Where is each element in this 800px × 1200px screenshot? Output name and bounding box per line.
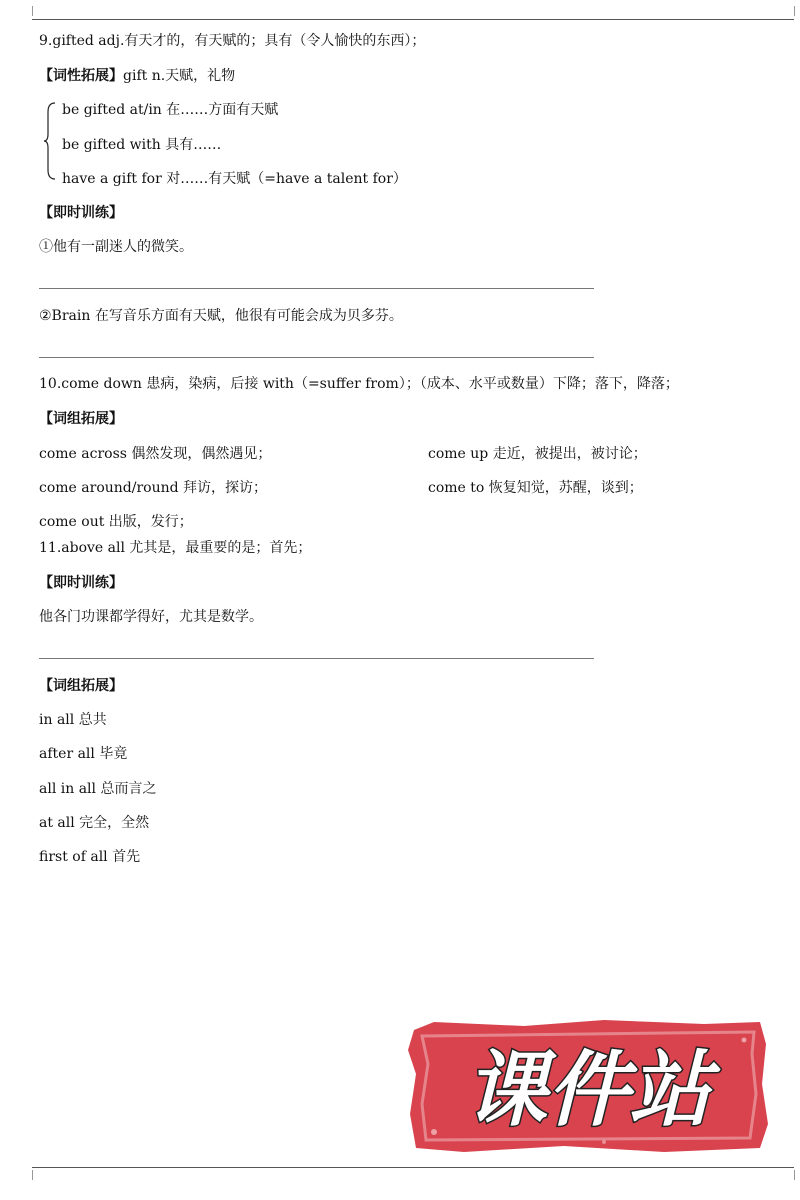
phrase-item: in all 总共 bbox=[39, 712, 107, 728]
phrase-item: come out 出版，发行； bbox=[39, 514, 193, 530]
pos-text: gift n.天赋，礼物 bbox=[123, 68, 236, 84]
page-top-rule bbox=[32, 19, 794, 20]
watermark-text: 课件站 bbox=[465, 1043, 711, 1138]
page-bottom-rule bbox=[32, 1167, 794, 1168]
phrase-item: be gifted at/in 在……方面有天赋 bbox=[62, 102, 279, 118]
entry11-headword: 11.above all 尤其是，最重要的是；首先； bbox=[39, 540, 312, 556]
pos-label: 【词性拓展】 bbox=[39, 68, 123, 84]
phrase-item: first of all 首先 bbox=[39, 849, 141, 865]
phrase-item: at all 完全，全然 bbox=[39, 815, 150, 831]
practice-label: 【即时训练】 bbox=[39, 205, 123, 221]
answer-line bbox=[39, 288, 594, 289]
answer-line bbox=[39, 658, 594, 659]
phrase-label: 【词组拓展】 bbox=[39, 678, 123, 694]
entry10-headword: 10.come down 患病，染病，后接 with（=suffer from）；（成本、水平或数量）下降；落下，降落； bbox=[39, 376, 679, 392]
practice-question: ①他有一副迷人的微笑。 bbox=[39, 239, 193, 255]
crop-mark bbox=[794, 6, 795, 16]
phrase-item: have a gift for 对……有天赋（=have a talent for） bbox=[62, 171, 407, 187]
crop-mark bbox=[794, 1170, 795, 1180]
brace-icon bbox=[43, 102, 57, 180]
answer-line bbox=[39, 357, 594, 358]
phrase-item: come across 偶然发现，偶然遇见； bbox=[39, 446, 272, 462]
practice-question: 他各门功课都学得好，尤其是数学。 bbox=[39, 609, 263, 625]
phrase-item: come around/round 拜访，探访； bbox=[39, 480, 268, 496]
entry9-headword: 9.gifted adj.有天才的，有天赋的；具有（令人愉快的东西）； bbox=[39, 33, 426, 49]
crop-mark bbox=[32, 6, 33, 16]
phrase-label: 【词组拓展】 bbox=[39, 411, 123, 427]
practice-question: ②Brain 在写音乐方面有天赋，他很有可能会成为贝多芬。 bbox=[39, 308, 403, 324]
entry9-pos-row bbox=[39, 67, 235, 85]
phrase-item: come to 恢复知觉，苏醒，谈到； bbox=[428, 480, 643, 496]
phrase-item: after all 毕竟 bbox=[39, 746, 128, 762]
practice-label: 【即时训练】 bbox=[39, 575, 123, 591]
watermark-stamp bbox=[404, 1014, 772, 1156]
phrase-item: come up 走近，被提出，被讨论； bbox=[428, 446, 647, 462]
crop-mark bbox=[32, 1170, 33, 1180]
phrase-item: be gifted with 具有…… bbox=[62, 137, 222, 153]
phrase-item: all in all 总而言之 bbox=[39, 781, 157, 797]
